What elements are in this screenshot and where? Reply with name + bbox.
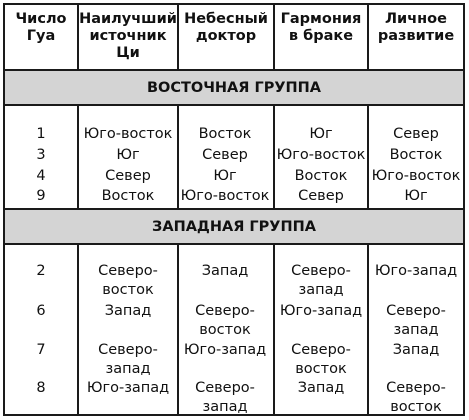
header-heavenly-doctor [179,5,273,71]
header-personal-development [369,5,463,71]
band-divider [5,208,463,210]
cell-heavenly-doctor: Северо- [195,303,255,319]
header-line: Личное [385,11,447,27]
cell-best-qi-source: Восток [101,188,155,204]
cell-heavenly-doctor: Юго-восток [180,188,270,204]
cell-best-qi-source: восток [102,282,154,298]
cell-heavenly-doctor: Юг [213,168,237,184]
cell-marriage-harmony: Юго-запад [279,303,363,319]
cell-gua-number: 2 [36,263,46,279]
cell-best-qi-source: запад [105,361,151,377]
cell-personal-development: запад [393,322,439,338]
cell-personal-development: восток [390,399,442,415]
cell-best-qi-source: Юг [116,147,140,163]
cell-gua-number: 6 [36,303,46,319]
cell-gua-number: 8 [36,380,46,396]
cell-best-qi-source: Северо- [98,342,158,358]
cell-heavenly-doctor: запад [202,399,248,415]
cell-marriage-harmony: запад [298,282,344,298]
header-marriage-harmony [275,5,367,71]
cell-gua-number: 7 [36,342,46,358]
cell-personal-development: Юг [404,188,428,204]
header-line: развитие [377,28,455,44]
header-line: Число [15,11,67,27]
cell-heavenly-doctor: Запад [201,263,249,279]
cell-personal-development: Север [393,126,439,142]
cell-heavenly-doctor: Северо- [195,380,255,396]
cell-marriage-harmony: Юг [309,126,333,142]
cell-personal-development: Юго-запад [374,263,458,279]
band-divider [5,104,463,106]
group-title-east: ВОСТОЧНАЯ ГРУППА [146,80,322,96]
cell-marriage-harmony: восток [295,361,347,377]
cell-gua-number: 9 [36,188,46,204]
cell-personal-development: Северо- [386,380,446,396]
header-divider [5,69,463,71]
cell-best-qi-source: Север [105,168,151,184]
band-divider [5,243,463,245]
cell-best-qi-source: Юго-восток [83,126,173,142]
header-line: в браке [288,28,354,44]
cell-marriage-harmony: Юго-восток [276,147,366,163]
cell-heavenly-doctor: Восток [198,126,252,142]
column-divider [367,5,369,71]
cell-gua-number: 4 [36,168,46,184]
header-line: доктор [195,28,257,44]
cell-best-qi-source: Юго-запад [86,380,170,396]
cell-best-qi-source: Запад [104,303,152,319]
cell-personal-development: Запад [392,342,440,358]
header-gua-number [5,5,77,71]
header-line: Небесный [184,11,268,27]
cell-heavenly-doctor: Север [202,147,248,163]
header-best-qi-source [79,5,177,71]
cell-personal-development: Северо- [386,303,446,319]
cell-personal-development: Юго-восток [371,168,461,184]
cell-marriage-harmony: Север [298,188,344,204]
cell-marriage-harmony: Северо- [291,342,351,358]
cell-marriage-harmony: Северо- [291,263,351,279]
group-title-west: ЗАПАДНАЯ ГРУППА [152,219,316,235]
cell-heavenly-doctor: восток [199,322,251,338]
cell-personal-development: Восток [389,147,443,163]
column-divider [77,5,79,71]
gua-number-table [3,3,465,416]
header-line: источник [89,28,167,44]
header-line: Гуа [26,28,56,44]
cell-best-qi-source: Северо- [98,263,158,279]
cell-gua-number: 1 [36,126,46,142]
cell-heavenly-doctor: Юго-запад [183,342,267,358]
column-divider [273,5,275,71]
cell-marriage-harmony: Запад [297,380,345,396]
header-line: Наилучший [79,11,177,27]
cell-marriage-harmony: Восток [294,168,348,184]
header-line: Ци [116,45,140,61]
table-header-row [5,5,463,71]
header-line: Гармония [280,11,362,27]
column-divider [177,5,179,71]
cell-gua-number: 3 [36,147,46,163]
